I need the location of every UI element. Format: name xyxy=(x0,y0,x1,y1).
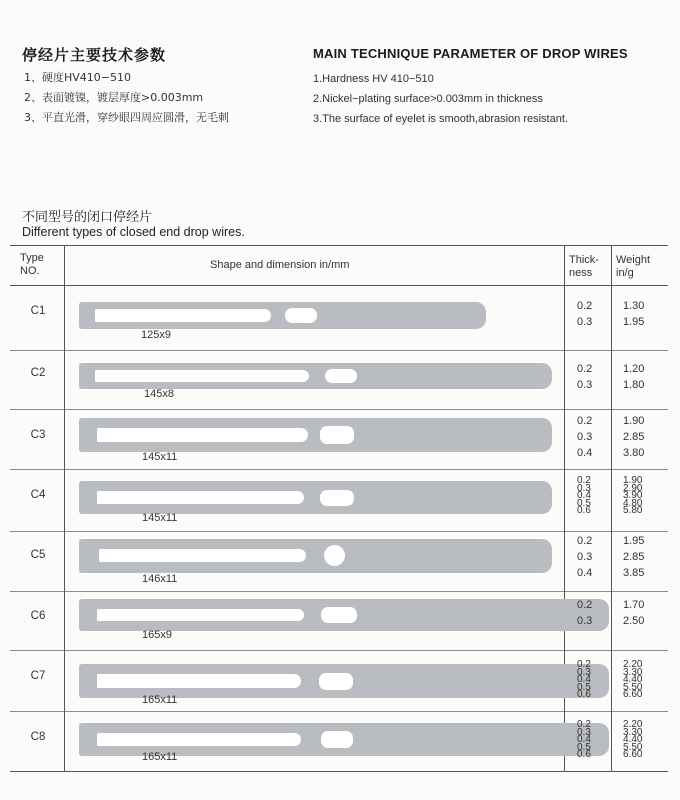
cn-parameter-list xyxy=(24,68,294,128)
cn-parameter-item: 2、表面镀镍，镀层厚度>0.003mm xyxy=(24,91,204,104)
type-number: C3 xyxy=(30,429,46,441)
weight-values: 1.90 2.90 3.90 4.80 5.80 xyxy=(623,475,643,517)
wire-slot xyxy=(97,733,301,746)
weight-values: 2.20 3.30 4.40 5.50 6.60 xyxy=(623,719,643,761)
wire-slot xyxy=(97,674,301,688)
drop-wire-c6-image xyxy=(79,599,609,631)
thickness-values: 0.2 0.3 xyxy=(577,300,593,328)
thickness-values: 0.2 0.3 0.4 xyxy=(577,535,593,579)
en-parameter-item: 2.Nickel−plating surface>0.003mm in thickness xyxy=(313,93,543,105)
header-type-line2: NO. xyxy=(20,265,40,277)
cn-parameter-title: 停经片主要技术参数 xyxy=(22,46,167,64)
drop-wire-c2-image xyxy=(79,363,552,389)
table-row xyxy=(10,591,668,650)
header-weight-line2: in/g xyxy=(616,267,634,279)
table-row xyxy=(10,469,668,531)
type-number: C7 xyxy=(30,670,46,682)
thickness-values: 0.2 0.3 xyxy=(577,363,593,391)
drop-wire-c3-image xyxy=(79,418,552,452)
thickness-values: 0.2 0.3 0.4 0.5 0.6 xyxy=(577,659,591,701)
table-row xyxy=(10,531,668,591)
header-weight-line1: Weight xyxy=(616,254,651,266)
wire-slot xyxy=(95,309,271,322)
type-number: C4 xyxy=(30,489,46,501)
wire-eyelet xyxy=(285,308,317,323)
type-number: C6 xyxy=(30,610,46,622)
wire-eyelet xyxy=(319,673,353,690)
cn-parameter-item: 3、平直光滑，穿纱眼四周应圆滑，无毛刺 xyxy=(24,111,229,124)
type-number: C2 xyxy=(30,367,46,379)
table-row xyxy=(10,285,668,350)
weight-values: 2.20 3.30 4.40 5.50 6.60 xyxy=(623,659,643,701)
wire-eyelet xyxy=(325,369,357,383)
dimension-label: 165x9 xyxy=(142,629,172,641)
thickness-values: 0.2 0.3 xyxy=(577,599,593,627)
drop-wire-c5-image xyxy=(79,539,552,573)
en-parameter-item: 1.Hardness HV 410−510 xyxy=(313,73,434,85)
header-shape: Shape and dimension in/mm xyxy=(210,259,350,271)
type-number: C1 xyxy=(30,305,46,317)
en-parameter-list xyxy=(313,69,673,129)
wire-eyelet xyxy=(321,607,357,623)
drop-wire-c7-image xyxy=(79,664,609,698)
weight-values: 1.20 1.80 xyxy=(623,363,645,391)
header-thickness-line2: ness xyxy=(569,267,593,279)
wire-eyelet-round xyxy=(324,545,345,566)
type-number: C8 xyxy=(30,731,46,743)
wire-slot xyxy=(97,428,308,442)
wire-eyelet xyxy=(320,490,354,506)
dimension-label: 165x11 xyxy=(142,694,178,706)
weight-values: 1.30 1.95 xyxy=(623,300,645,328)
wire-slot xyxy=(97,491,304,504)
table-row xyxy=(10,409,668,469)
header-thickness xyxy=(569,254,599,280)
section-title-cn: 不同型号的闭口停经片 xyxy=(22,210,153,225)
en-parameter-item: 3.The surface of eyelet is smooth,abrasion resistant. xyxy=(313,113,568,125)
table-rule xyxy=(10,771,668,772)
table-row xyxy=(10,350,668,409)
weight-values: 1.95 2.85 3.85 xyxy=(623,535,645,579)
header-thickness-line1: Thick- xyxy=(569,254,599,266)
drop-wire-c4-image xyxy=(79,481,552,514)
dimension-label: 145x11 xyxy=(142,512,178,524)
en-parameter-title: MAIN TECHNIQUE PARAMETER OF DROP WIRES xyxy=(313,46,628,61)
wire-slot xyxy=(99,549,306,562)
dimension-label: 145x8 xyxy=(144,388,174,400)
cn-parameter-item: 1、硬度HV410−510 xyxy=(24,71,132,84)
header-type xyxy=(20,252,44,278)
dimension-label: 146x11 xyxy=(142,573,178,585)
header-weight xyxy=(616,254,650,280)
drop-wire-table xyxy=(10,245,668,772)
type-number: C5 xyxy=(30,549,46,561)
wire-eyelet xyxy=(321,731,353,748)
weight-values: 1.70 2.50 xyxy=(623,599,645,627)
thickness-values: 0.2 0.3 0.4 0.5 0.6 xyxy=(577,719,591,761)
dimension-label: 145x11 xyxy=(142,451,178,463)
wire-eyelet xyxy=(320,426,354,444)
wire-slot xyxy=(97,609,304,621)
drop-wire-c1-image xyxy=(79,302,486,329)
weight-values: 1.90 2.85 3.80 xyxy=(623,415,645,459)
wire-slot xyxy=(95,370,309,382)
dimension-label: 125x9 xyxy=(141,329,171,341)
table-rule xyxy=(10,245,668,246)
table-row xyxy=(10,650,668,711)
dimension-label: 165x11 xyxy=(142,751,178,763)
thickness-values: 0.2 0.3 0.4 xyxy=(577,415,593,459)
thickness-values: 0.2 0.3 0.4 0.5 0.6 xyxy=(577,475,591,517)
header-type-line1: Type xyxy=(20,252,44,264)
section-title-en: Different types of closed end drop wires. xyxy=(22,225,245,239)
table-row xyxy=(10,711,668,771)
